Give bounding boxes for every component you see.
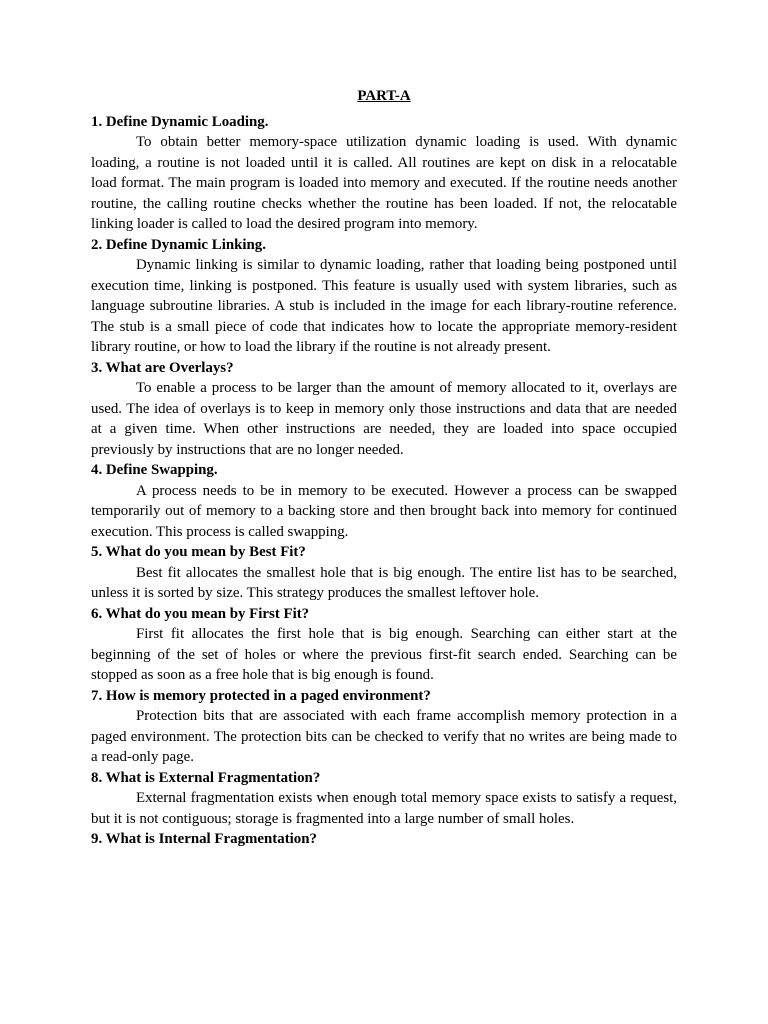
answer-line: To enable a process to be larger than the amount of memory allocated to it, overlays are: [136, 380, 677, 397]
answer-line: loading, a routine is not loaded until it is called. All routines are kept on disk in a relocatable: [91, 154, 677, 171]
document-body: [91, 86, 677, 850]
question-block-3: [91, 358, 677, 461]
question-heading: 8. What is External Fragmentation?: [91, 769, 321, 786]
answer-line: temporarily out of memory to a backing store and then brought back into memory for continued: [91, 503, 677, 520]
question-heading: 1. Define Dynamic Loading.: [91, 113, 269, 130]
question-heading: 2. Define Dynamic Linking.: [91, 236, 266, 253]
question-heading: 7. How is memory protected in a paged environment?: [91, 687, 431, 704]
answer-line: execution. This process is called swapping.: [91, 523, 349, 540]
answer-line: library routine, or how to load the library if the routine is not already present.: [91, 339, 551, 356]
answer-paragraph: [91, 481, 677, 543]
answer-paragraph: [91, 563, 677, 604]
answer-line: but it is not contiguous; storage is fragmented into a large number of small holes.: [91, 810, 575, 827]
answer-line: load format. The main program is loaded into memory and executed. If the routine needs another: [91, 175, 677, 192]
answer-line: stopped as soon as a free hole that is big enough is found.: [91, 667, 434, 684]
answer-line: execution time, linking is postponed. This feature is usually used with system libraries, such as: [91, 277, 677, 294]
answer-line: To obtain better memory-space utilization dynamic loading is used. With dynamic: [136, 134, 677, 151]
answer-paragraph: [91, 132, 677, 235]
answer-line: A process needs to be in memory to be executed. However a process can be swapped: [136, 482, 677, 499]
answer-paragraph: [91, 706, 677, 768]
page-title: PART-A: [357, 87, 411, 104]
answer-paragraph: [91, 255, 677, 358]
answer-line: Best fit allocates the smallest hole that is big enough. The entire list has to be searched,: [136, 564, 677, 581]
answer-paragraph: [91, 378, 677, 460]
answer-line: unless it is sorted by size. This strategy produces the smallest leftover hole.: [91, 585, 540, 602]
answer-line: First fit allocates the first hole that is big enough. Searching can either start at the: [136, 626, 677, 643]
question-heading: 6. What do you mean by First Fit?: [91, 605, 310, 622]
question-block-4: [91, 460, 677, 542]
answer-paragraph: [91, 788, 677, 829]
answer-line: a read-only page.: [91, 749, 194, 766]
answer-line: at a given time. When other instructions are needed, they are loaded into space occupied: [91, 421, 677, 438]
answer-line: used. The idea of overlays is to keep in memory only those instructions and data that are needed: [91, 400, 677, 417]
question-block-5: [91, 542, 677, 604]
answer-line: The stub is a small piece of code that indicates how to locate the appropriate memory-resident: [91, 318, 677, 335]
question-block-2: [91, 235, 677, 358]
answer-line: Dynamic linking is similar to dynamic loading, rather that loading being postponed until: [136, 257, 677, 274]
answer-paragraph: [91, 624, 677, 686]
question-heading: 5. What do you mean by Best Fit?: [91, 544, 306, 561]
question-block-9: [91, 829, 677, 850]
answer-line: Protection bits that are associated with each frame accomplish memory protection in a: [136, 708, 677, 725]
question-heading: 3. What are Overlays?: [91, 359, 234, 376]
question-heading: 4. Define Swapping.: [91, 462, 218, 479]
answer-line: External fragmentation exists when enough total memory space exists to satisfy a request,: [136, 790, 677, 807]
answer-line: previously by instructions that are no longer needed.: [91, 441, 404, 458]
question-block-7: [91, 686, 677, 768]
question-block-8: [91, 768, 677, 830]
answer-line: language subroutine libraries. A stub is included in the image for each library-routine reference.: [91, 298, 677, 315]
question-block-6: [91, 604, 677, 686]
answer-line: paged environment. The protection bits can be checked to verify that no writes are being made to: [91, 728, 677, 745]
answer-line: routine, the calling routine checks whether the routine has been loaded. If not, the relocatable: [91, 195, 677, 212]
answer-line: beginning of the set of holes or where the previous first-fit search ended. Searching can be: [91, 646, 677, 663]
question-heading: 9. What is Internal Fragmentation?: [91, 831, 317, 848]
answer-line: linking loader is called to load the desired program into memory.: [91, 216, 478, 233]
question-block-1: [91, 112, 677, 235]
